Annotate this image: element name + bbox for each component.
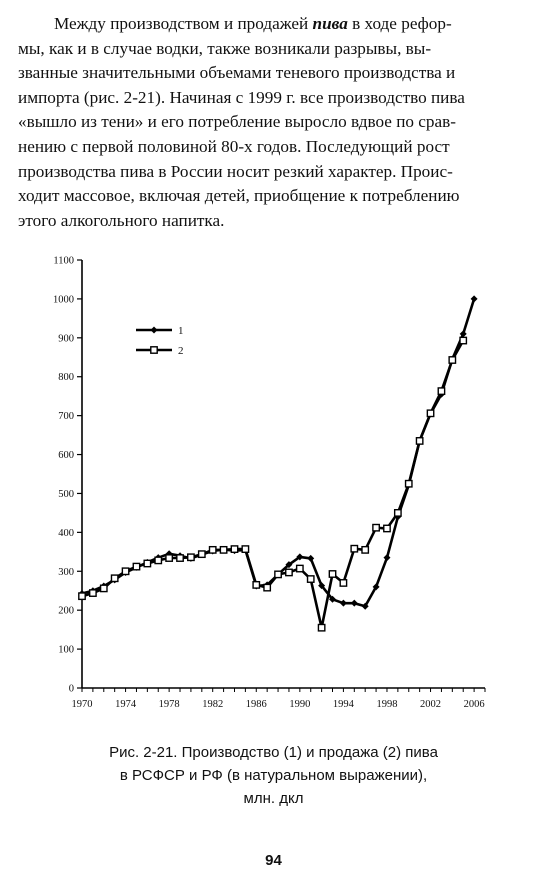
series-2-point xyxy=(231,546,237,552)
y-tick-label: 400 xyxy=(58,527,74,539)
y-tick-label: 0 xyxy=(68,683,74,695)
x-tick-label: 2006 xyxy=(463,699,485,710)
series-2-point xyxy=(253,582,259,588)
series-2-point xyxy=(122,568,128,574)
page-number: 94 xyxy=(265,852,282,869)
series-2-point xyxy=(79,593,85,599)
series-2-point xyxy=(351,546,357,552)
text-line: мы, как и в случае водки, также возникали разрывы, вы- xyxy=(18,38,432,58)
text-line: импорта (рис. 2-21). Начиная с 1999 г. все производство пива xyxy=(18,87,465,107)
series-2-point xyxy=(242,546,248,552)
series-2-point xyxy=(460,337,466,343)
text-line: Между производством и продажей пива в ходе рефор- xyxy=(54,14,452,33)
caption-line: Рис. 2-21. Производство (1) и продажа (2) пива xyxy=(109,744,438,761)
y-tick-label: 900 xyxy=(58,333,74,345)
series-1-line xyxy=(82,299,474,606)
body-paragraph xyxy=(18,12,526,233)
legend-label-1: 1 xyxy=(178,325,184,337)
figure-caption xyxy=(0,741,547,810)
beer-production-chart xyxy=(0,248,547,718)
y-tick-label: 700 xyxy=(58,411,74,423)
series-2-point xyxy=(373,524,379,530)
series-2-point xyxy=(275,571,281,577)
text-line: ходит массовое, включая детей, приобщение к потреблению xyxy=(18,186,460,206)
series-2-point xyxy=(210,547,216,553)
text-line: производства пива в России носит резкий характер. Проис- xyxy=(18,161,453,181)
series-1-point xyxy=(351,600,358,607)
series-2-point xyxy=(362,547,368,553)
series-2-point xyxy=(297,565,303,571)
series-2-point xyxy=(177,555,183,561)
text-line: нению с первой половиной 80-х годов. Последующий рост xyxy=(18,136,450,156)
series-2-point xyxy=(340,580,346,586)
series-2-point xyxy=(166,555,172,561)
series-2-point xyxy=(449,357,455,363)
y-tick-label: 300 xyxy=(58,566,74,578)
series-2-point xyxy=(188,554,194,560)
series-2-point xyxy=(329,571,335,577)
series-1-point xyxy=(471,295,478,302)
caption-line: в РСФСР и РФ (в натуральном выражении), xyxy=(119,767,428,784)
y-tick-label: 1100 xyxy=(53,255,74,267)
y-tick-label: 800 xyxy=(58,372,74,384)
caption-line: млн. дкл xyxy=(243,790,304,807)
series-2-point xyxy=(308,576,314,582)
series-2-point xyxy=(101,585,107,591)
x-tick-label: 1974 xyxy=(115,699,137,710)
series-2-point xyxy=(286,569,292,575)
text-line: этого алкогольного напитка. xyxy=(18,210,225,230)
x-tick-label: 1978 xyxy=(158,699,180,710)
y-tick-label: 600 xyxy=(58,450,74,462)
series-2-point xyxy=(395,510,401,516)
x-tick-label: 1994 xyxy=(332,699,354,710)
text-line: званные значительными объемами теневого производства и xyxy=(18,63,456,83)
series-2-point xyxy=(438,388,444,394)
series-2-point xyxy=(133,563,139,569)
x-tick-label: 1986 xyxy=(245,699,267,710)
series-2-point xyxy=(155,557,161,563)
series-2-point xyxy=(144,560,150,566)
series-2-point xyxy=(416,438,422,444)
series-1-point xyxy=(340,600,347,607)
legend-label-2: 2 xyxy=(178,345,184,357)
series-2-point xyxy=(427,410,433,416)
y-tick-label: 500 xyxy=(58,488,74,500)
series-2-point xyxy=(384,525,390,531)
emphasis-word: пива xyxy=(312,14,348,33)
x-tick-label: 1982 xyxy=(202,699,224,710)
x-tick-label: 2002 xyxy=(420,699,442,710)
x-tick-label: 1970 xyxy=(71,699,93,710)
series-2-point xyxy=(406,481,412,487)
series-2-point xyxy=(318,624,324,630)
x-tick-label: 1990 xyxy=(289,699,311,710)
text-line: «вышло из тени» и его потребление выросло вдвое по срав- xyxy=(18,112,456,132)
series-2-point xyxy=(264,584,270,590)
y-tick-label: 200 xyxy=(58,605,74,617)
y-tick-label: 100 xyxy=(58,644,74,656)
x-tick-label: 1998 xyxy=(376,699,398,710)
series-2-point xyxy=(220,547,226,553)
y-tick-label: 1000 xyxy=(53,294,74,306)
series-1-point xyxy=(307,555,314,562)
legend-marker-1 xyxy=(151,327,158,334)
series-2-point xyxy=(199,551,205,557)
series-2-point xyxy=(111,575,117,581)
series-2-point xyxy=(90,590,96,596)
series-1-point xyxy=(383,554,390,561)
legend-marker-2 xyxy=(151,347,157,353)
